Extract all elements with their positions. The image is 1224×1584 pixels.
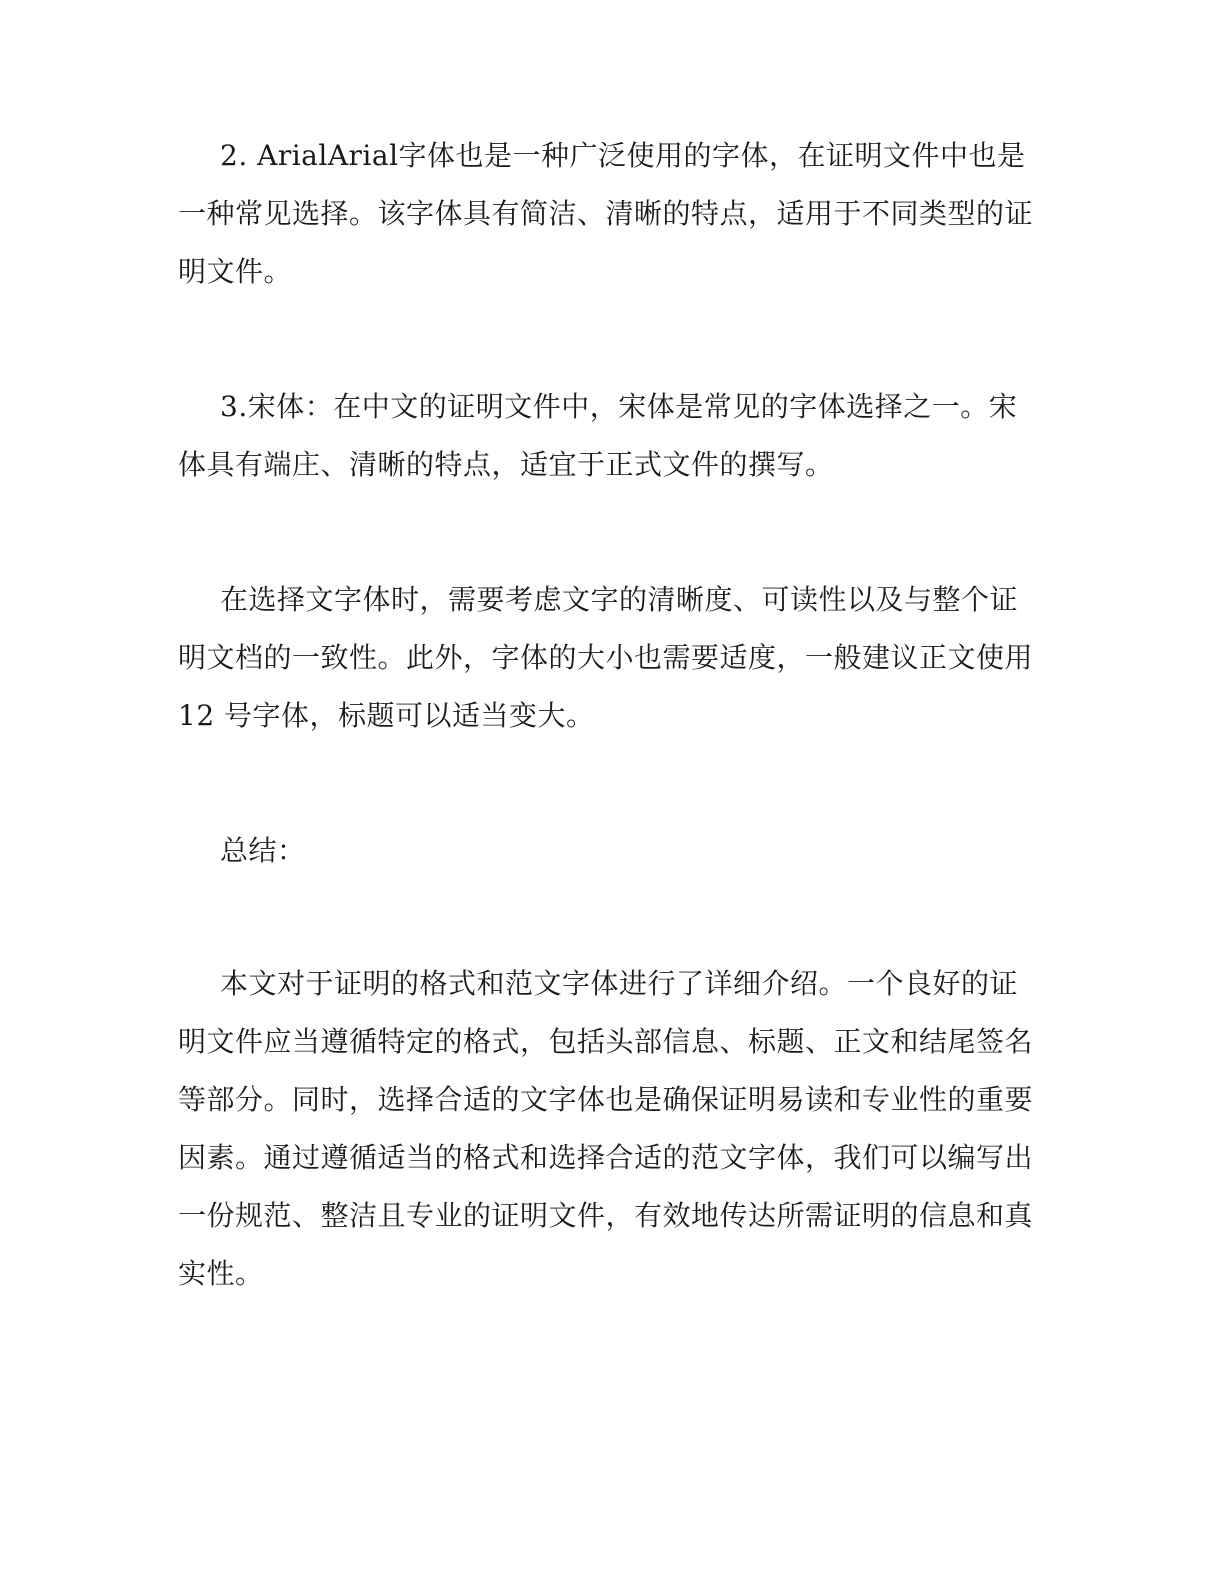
paragraph-songti-font: 3.宋体：在中文的证明文件中，宋体是常见的字体选择之一。宋体具有端庄、清晰的特点，适宜于正式文件的撰写。	[178, 390, 1018, 481]
paragraph-arial-font: 2. ArialArial字体也是一种广泛使用的字体，在证明文件中也是一种常见选择。该字体具有简洁、清晰的特点，适用于不同类型的证明文件。	[178, 139, 1034, 288]
paragraph-font-selection: 在选择文字体时，需要考虑文字的清晰度、可读性以及与整个证明文档的一致性。此外，字体的大小也需要适度，一般建议正文使用 12 号字体，标题可以适当变大。	[178, 583, 1034, 732]
summary-heading: 总结：	[220, 834, 306, 867]
paragraph-summary: 本文对于证明的格式和范文字体进行了详细介绍。一个良好的证明文件应当遵循特定的格式，包括头部信息、标题、正文和结尾签名等部分。同时，选择合适的文字体也是确保证明易读和专业性的重要因素。通过遵循适当的格式和选择合适的范文字体，我们可以编写出一份规范、整洁且专业的证明文件，有效地传达所需证明的信息和真实性。	[178, 967, 1034, 1290]
